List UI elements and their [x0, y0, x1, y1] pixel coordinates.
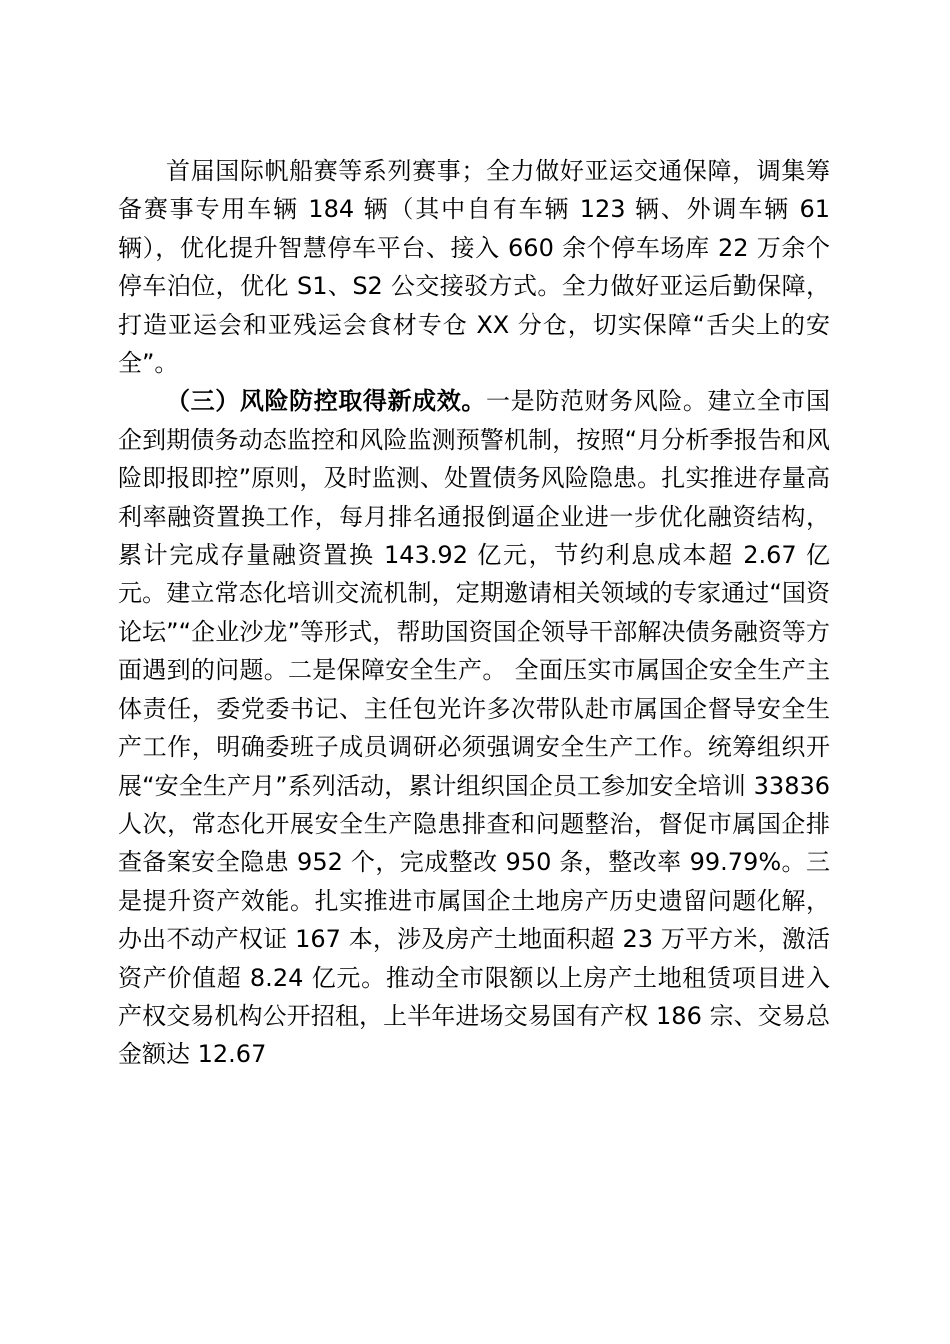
paragraph-text: 一是防范财务风险。建立全市国企到期债务动态监控和风险监测预警机制，按照“月分析季报告和风险即报即控”原则，及时监测、处置债务风险隐患。扎实推进存量高利率融资置换工作，每月排名通报倒逼企业进一步优化融资结构，累计完成存量融资置换 143.92 亿元，节约利息成本超 2.67 亿元。建立常态化培训交流机制，定期邀请相关领域的专家通过“国资论坛”“企业沙龙”等形式，帮助国资国企领导干部解决债务融资等方面遇到的问题。二是保障安全生产。 全面压实市属国企安全生产主体责任，委党委书记、主任包光许多次带队赴市属国企督导安全生产工作，明确委班子成员调研必须强调安全生产工作。统筹组织开展“安全生产月”系列活动，累计组织国企员工参加安全培训 33836 人次，常态化开展安全生产隐患排查和问题整治，督促市属国企排查备案安全隐患 952 个，完成整改 950 条，整改率 99.79%。三是提升资产效能。扎实推进市属国企土地房产历史遗留问题化解，办出不动产权证 167 本，涉及房产土地面积超 23 万平方米，激活资产价值超 8.24 亿元。推动全市限额以上房产土地租赁项目进入产权交易机构公开招租，上半年进场交易国有产权 186 宗、交易总金额达 12.67 [118, 387, 830, 1069]
paragraph [118, 152, 830, 382]
document-body [118, 152, 830, 1074]
paragraph-text: 首届国际帆船赛等系列赛事；全力做好亚运交通保障，调集筹备赛事专用车辆 184 辆（其中自有车辆 123 辆、外调车辆 61 辆），优化提升智慧停车平台、接入 660 余个停车场库 22 万余个停车泊位，优化 S1、S2 公交接驳方式。全力做好亚运后勤保障，打造亚运会和亚残运会食材专仓 XX 分仓，切实保障“舌尖上的安全”。 [118, 157, 830, 378]
paragraph [118, 382, 830, 1073]
section-heading: （三）风险防控取得新成效。 [166, 387, 486, 416]
